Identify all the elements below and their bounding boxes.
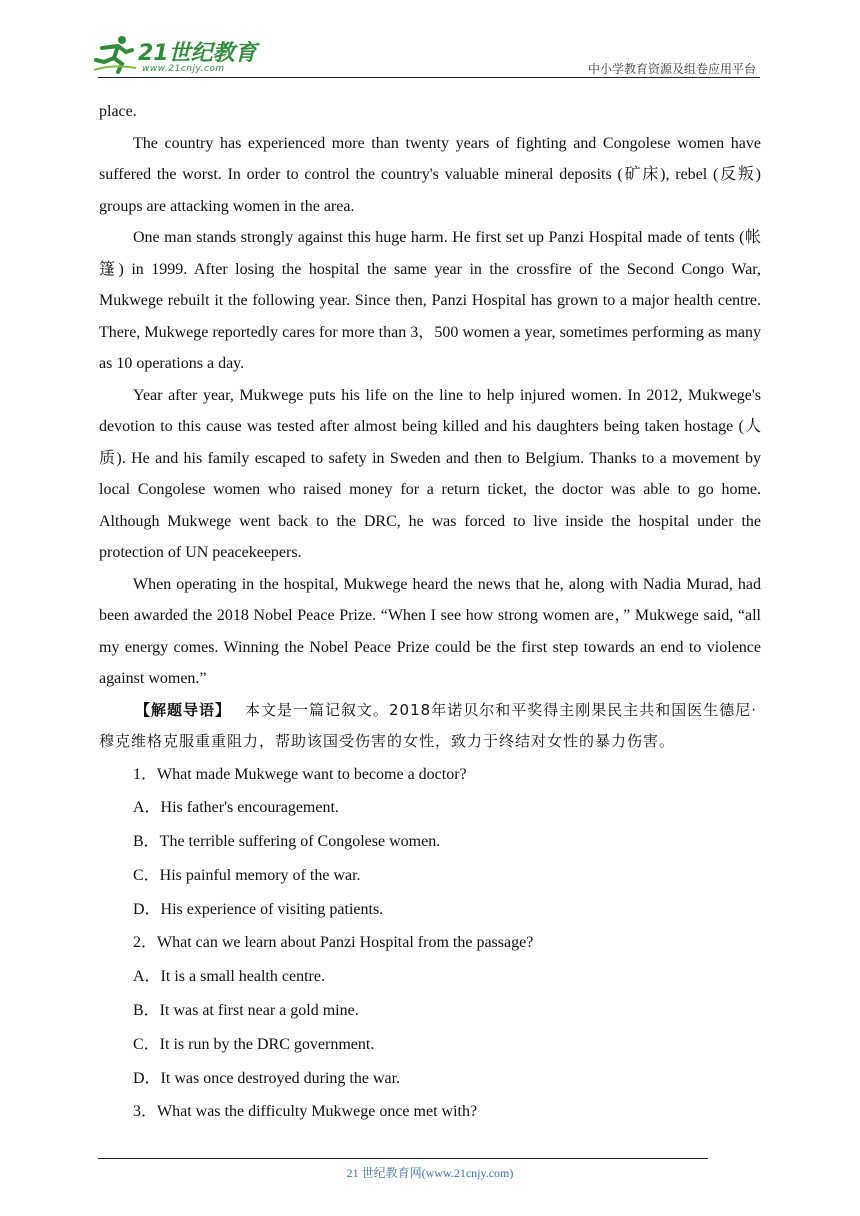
question-2-option-a: A．It is a small health centre. <box>133 968 325 986</box>
footer-divider <box>98 1158 708 1159</box>
question-1-option-c: C．His painful memory of the war. <box>133 866 361 884</box>
passage-paragraph-1: The country has experienced more than twenty years of fighting and Congolese women have suffered the worst. In order to control the country's valuable mineral deposits (矿床), rebel (反叛) groups are attacking women in the area. <box>99 134 761 215</box>
passage-paragraph-0: place. <box>99 103 137 120</box>
question-1-option-b: B．The terrible suffering of Congolese women. <box>133 833 441 851</box>
logo-url: www.21cnjy.com <box>142 64 225 74</box>
question-3: 3．What was the difficulty Mukwege once met with? <box>133 1103 478 1121</box>
reading-guide-label: 【解题导语】 <box>135 700 232 719</box>
reading-guide <box>99 695 761 758</box>
question-2-option-d: D．It was once destroyed during the war. <box>133 1069 401 1087</box>
question-2-option-c: C．It is run by the DRC government. <box>133 1035 375 1053</box>
passage-paragraph-3: Year after year, Mukwege puts his life on the line to help injured women. In 2012, Mukwege's devotion to this cause was tested after almost being killed and his daughters being taken hostage (人质). He and his family escaped to safety in Sweden and then to Belgium. Thanks to a movement by local Congolese women who raised money for a return ticket, the doctor was able to go home. Although Mukwege went back to the DRC, he was forced to live inside the hospital under the protection of UN peacekeepers. <box>99 386 761 561</box>
runner-logo-icon <box>92 34 138 74</box>
reading-guide-text: 本文是一篇记叙文。2018年诺贝尔和平奖得主刚果民主共和国医生德尼·穆克维格克服重重阻力，帮助该国受伤害的女性，致力于终结对女性的暴力伤害。 <box>99 700 757 750</box>
page-header <box>0 0 860 80</box>
question-1: 1．What made Mukwege want to become a doctor? <box>133 765 467 783</box>
question-2: 2．What can we learn about Panzi Hospital from the passage? <box>133 934 534 952</box>
question-1-option-d: D．His experience of visiting patients. <box>133 900 384 918</box>
question-1-option-a: A．His father's encouragement. <box>133 799 339 817</box>
question-list <box>99 758 761 1130</box>
passage-paragraph-2: One man stands strongly against this huge harm. He first set up Panzi Hospital made of tents (帐篷) in 1999. After losing the hospital the same year in the crossfire of the Second Congo War, Mukwege rebuilt it the following year. Since then, Panzi Hospital has grown to a major health centre. There, Mukwege reportedly cares for more than 3，500 women a year, sometimes performing as many as 10 operations a day. <box>99 229 761 372</box>
site-logo[interactable] <box>92 34 262 76</box>
passage-paragraph-4: When operating in the hospital, Mukwege heard the news that he, along with Nadia Murad, had been awarded the 2018 Nobel Peace Prize. “When I see how strong women are，” Mukwege said, “all my energy comes. Winning the Nobel Peace Prize could be the first step towards an end to violence against women.” <box>99 575 761 687</box>
footer-link[interactable]: 21 世纪教育网(www.21cnjy.com) <box>346 1166 514 1180</box>
header-platform-text: 中小学教育资源及组卷应用平台 <box>587 62 756 76</box>
header-divider <box>98 77 760 78</box>
logo-text: 21世纪教育 <box>138 41 257 66</box>
document-body <box>99 96 761 1129</box>
question-2-option-b: B．It was at first near a gold mine. <box>133 1002 359 1020</box>
